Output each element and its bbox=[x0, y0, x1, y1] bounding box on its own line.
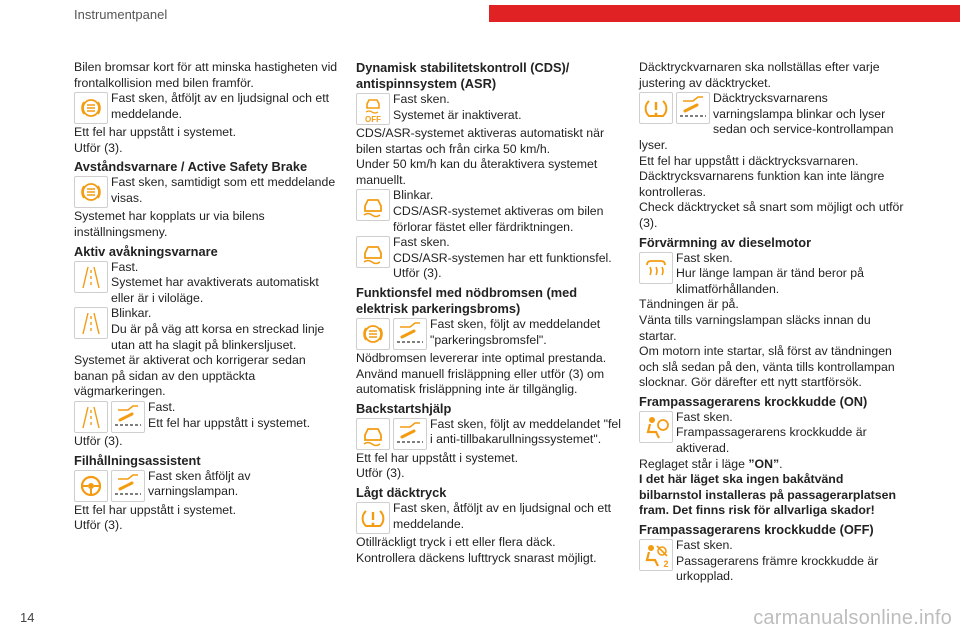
warning-entry bbox=[356, 317, 621, 351]
entry-text: Fast. bbox=[111, 259, 139, 274]
entry-text: Systemet har avaktiverats automatiskt eller är i viloläge. bbox=[111, 275, 319, 305]
paragraph: Systemet har kopplats ur via bilens inställningsmeny. bbox=[74, 209, 265, 239]
tyre-pressure-icon bbox=[356, 502, 390, 534]
page-header-title: Instrumentpanel bbox=[74, 7, 168, 22]
esc-off-label: OFF bbox=[365, 115, 381, 124]
brake-fault-icon bbox=[356, 318, 390, 350]
warning-entry bbox=[356, 417, 621, 451]
hill-start-icon bbox=[356, 418, 390, 450]
esc-skid-icon bbox=[356, 236, 390, 268]
entry-text: Fast sken. bbox=[393, 235, 450, 250]
entry-text: Fast sken, åtföljt av en ljudsignal och ett meddelande. bbox=[393, 500, 612, 531]
warning-entry bbox=[639, 91, 904, 153]
paragraph: Ett fel har uppstått i systemet. bbox=[74, 125, 236, 140]
esc-off-icon bbox=[356, 93, 390, 125]
entry-text: Fast sken. bbox=[676, 250, 733, 265]
paragraph: Kontrollera däckens lufttryck snarast möjligt. bbox=[356, 550, 597, 565]
text-run: . bbox=[779, 456, 783, 471]
entry-text: Fast. bbox=[148, 399, 176, 414]
watermark: carmanualsonline.info bbox=[753, 607, 952, 629]
section-heading: Avståndsvarnare / Active Safety Brake bbox=[74, 159, 308, 175]
entry-text: Fast sken, följt av meddelandet "fel i anti-tillbakarullningssystemet". bbox=[430, 416, 621, 447]
paragraph: Däcktryckvarnaren ska nollställas efter varje justering av däcktrycket. bbox=[639, 60, 880, 90]
paragraph: Däcktrycksvarnarens funktion kan inte längre kontrolleras. bbox=[639, 169, 885, 199]
warning-paragraph: I det här läget ska ingen bakåtvänd bilbarnstol installeras på passagerarplatsen fram. Det finns risk för allvarliga skador! bbox=[639, 472, 896, 518]
entry-text: Fast sken, samtidigt som ett meddelande visas. bbox=[111, 175, 336, 205]
lane-departure-icon bbox=[74, 261, 108, 293]
entry-text: Blinkar. bbox=[393, 188, 434, 203]
paragraph: Systemet är aktiverat och korrigerar sedan banan på sidan av den upptäckta vägmarkeringen. bbox=[74, 353, 306, 399]
paragraph: Ett fel har uppstått i däcktrycksvarnaren. bbox=[639, 153, 859, 168]
entry-text: Hur länge lampan är tänd beror på klimatförhållanden. bbox=[676, 266, 864, 296]
paragraph: Utför (3). bbox=[74, 518, 123, 533]
service-wrench-icon bbox=[111, 470, 145, 502]
warning-entry bbox=[639, 251, 904, 298]
paragraph: Utför (3). bbox=[74, 433, 123, 448]
glow-plug-icon bbox=[639, 252, 673, 284]
section-heading: Funktionsfel med nödbromsen (med elektrisk parkeringsbroms) bbox=[356, 284, 578, 316]
section-heading: Förvärmning av dieselmotor bbox=[639, 234, 812, 250]
column-3 bbox=[639, 60, 904, 585]
lane-departure-icon bbox=[74, 307, 108, 339]
tyre-pressure-icon bbox=[639, 92, 673, 124]
warning-entry bbox=[74, 260, 339, 307]
lane-departure-icon bbox=[74, 401, 108, 433]
paragraph: Om motorn inte startar, slå först av tändningen och slå sedan på den, vänta tills kontrollampan slocknar. Gör därefter ett nytt startförsök. bbox=[639, 344, 895, 390]
airbag-off-icon bbox=[639, 539, 673, 571]
entry-text: Fast sken. bbox=[676, 538, 733, 553]
brake-warning-icon bbox=[74, 176, 108, 208]
section-heading: Backstartshjälp bbox=[356, 400, 452, 416]
service-wrench-icon bbox=[676, 92, 710, 124]
section-heading: Aktiv avåkningsvarnare bbox=[74, 243, 218, 259]
paragraph: Otillräckligt tryck i ett eller flera däck. bbox=[356, 534, 556, 549]
entry-text: Frampassagerarens krockkudde är aktiverad. bbox=[676, 425, 867, 456]
paragraph: Tändningen är på. bbox=[639, 297, 739, 312]
entry-text: Fast sken, åtföljt av en ljudsignal och ett meddelande. bbox=[111, 91, 330, 121]
paragraph: Ett fel har uppstått i systemet. bbox=[356, 450, 518, 465]
warning-entry bbox=[74, 469, 339, 503]
column-2 bbox=[356, 60, 621, 566]
paragraph: Bilen bromsar kort för att minska hastigheten vid frontalkollision med bilen framför. bbox=[74, 60, 338, 90]
paragraph: Utför (3). bbox=[356, 466, 405, 481]
service-wrench-icon bbox=[111, 401, 145, 433]
esc-skid-icon bbox=[356, 189, 390, 221]
section-heading: Frampassagerarens krockkudde (ON) bbox=[639, 393, 868, 409]
entry-text: Fast sken. bbox=[676, 409, 733, 424]
page-number: 14 bbox=[20, 610, 35, 625]
section-heading: Lågt däcktryck bbox=[356, 484, 447, 500]
entry-text: Passagerarens främre krockkudde är urkopplad. bbox=[676, 553, 879, 584]
paragraph: Ett fel har uppstått i systemet. bbox=[74, 502, 236, 517]
warning-entry bbox=[356, 188, 621, 235]
entry-text: Ett fel har uppstått i systemet. bbox=[148, 415, 310, 430]
warning-entry bbox=[74, 91, 339, 125]
paragraph: Vänta tills varningslampan släcks innan du startar. bbox=[639, 312, 871, 343]
entry-text: CDS/ASR-systemet aktiveras om bilen förlorar fästet eller färdriktningen. bbox=[393, 203, 604, 234]
text-run: Reglaget står i läge bbox=[639, 456, 749, 471]
paragraph: Utför (3). bbox=[74, 140, 123, 155]
warning-entry bbox=[74, 400, 339, 434]
entry-text: Blinkar. bbox=[111, 306, 152, 321]
airbag-label: 2 bbox=[663, 559, 669, 570]
section-heading: Filhållningsassistent bbox=[74, 452, 201, 468]
entry-text: CDS/ASR-systemen har ett funktionsfel. Utför (3). bbox=[393, 250, 612, 281]
entry-text: Du är på väg att korsa en streckad linje utan att ha slagit på blinkersljuset. bbox=[111, 321, 325, 352]
entry-text: Fast sken, följt av meddelandet "parkeringsbromsfel". bbox=[430, 316, 601, 347]
paragraph bbox=[639, 457, 904, 473]
warning-entry bbox=[74, 175, 339, 209]
brake-warning-icon bbox=[74, 92, 108, 124]
entry-text: Däcktrycksvarnarens varningslampa blinkar och lyser sedan och service-kontrollampan lyser. bbox=[639, 91, 894, 152]
warning-entry bbox=[356, 501, 621, 535]
paragraph: Under 50 km/h kan du återaktivera systemet manuellt. bbox=[356, 157, 598, 187]
paragraph: Nödbromsen levererar inte optimal prestanda. bbox=[356, 350, 607, 365]
service-wrench-icon bbox=[393, 418, 427, 450]
entry-text: Fast sken åtföljt av varningslampan. bbox=[148, 468, 251, 499]
paragraph: Check däcktrycket så snart som möjligt och utför (3). bbox=[639, 200, 904, 230]
steering-wheel-icon bbox=[74, 470, 108, 502]
entry-text: Systemet är inaktiverat. bbox=[393, 107, 522, 122]
warning-entry bbox=[74, 306, 339, 353]
on-label: ”ON” bbox=[748, 456, 780, 471]
entry-text: Fast sken. bbox=[393, 92, 450, 106]
paragraph: Använd manuell frisläppning eller utför (3) om automatisk frisläppning inte är tillgänglig. bbox=[356, 366, 605, 397]
column-1 bbox=[74, 60, 339, 534]
section-heading: Dynamisk stabilitetskontroll (CDS)/ antispinnsystem (ASR) bbox=[356, 60, 570, 91]
warning-entry bbox=[639, 538, 904, 585]
airbag-on-icon bbox=[639, 411, 673, 443]
paragraph: CDS/ASR-systemet aktiveras automatiskt när bilen startas och från cirka 50 km/h. bbox=[356, 126, 605, 156]
warning-entry bbox=[356, 235, 621, 282]
warning-entry bbox=[356, 92, 621, 126]
warning-entry bbox=[639, 410, 904, 457]
service-wrench-icon bbox=[393, 318, 427, 350]
header-accent-bar bbox=[489, 5, 960, 22]
section-heading: Frampassagerarens krockkudde (OFF) bbox=[639, 522, 874, 538]
